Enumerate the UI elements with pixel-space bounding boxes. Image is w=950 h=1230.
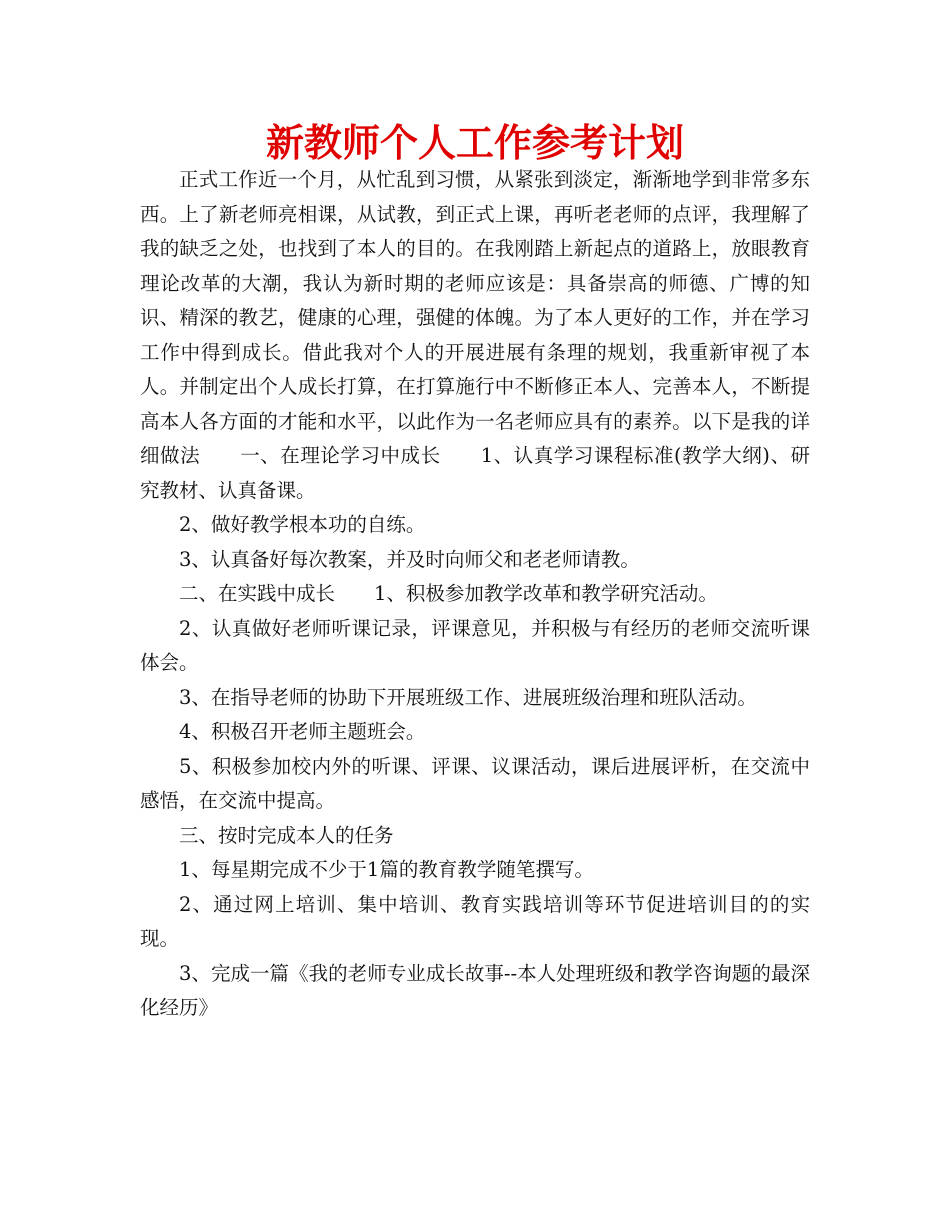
document-body [140, 163, 810, 1026]
paragraph-item: 5、积极参加校内外的听课、评课、议课活动，课后进展评析，在交流中感悟，在交流中提高。 [140, 754, 810, 812]
paragraph-section-heading: 二、在实践中成长 1、积极参加教学改革和教学研究活动。 [179, 582, 718, 605]
paragraph-item: 2、认真做好老师听课记录，评课意见，并积极与有经历的老师交流听课体会。 [140, 616, 810, 674]
paragraph-item: 2、做好教学根本功的自练。 [179, 513, 426, 536]
paragraph-intro: 正式工作近一个月，从忙乱到习惯，从紧张到淡定，渐渐地学到非常多东西。上了新老师亮相课，从试教，到正式上课，再听老老师的点评，我理解了我的缺乏之处，也找到了本人的目的。在我刚踏上新起点的道路上，放眼教育理论改革的大潮，我认为新时期的老师应该是：具备崇高的师德、广博的知识、精深的教艺，健康的心理，强健的体魄。为了本人更好的工作，并在学习工作中得到成长。借此我对个人的开展进展有条理的规划，我重新审视了本人。并制定出个人成长打算，在打算施行中不断修正本人、完善本人，不断提高本人各方面的才能和水平，以此作为一名老师应具有的素养。以下是我的详细做法 一、在理论学习中成长 1、认真学习课程标准(教学大纲)、研究教材、认真备课。 [140, 168, 810, 502]
paragraph-item: 3、完成一篇《我的老师专业成长故事--本人处理班级和教学咨询题的最深化经历》 [140, 961, 810, 1019]
document-title: 新教师个人工作参考计划 [265, 121, 684, 165]
paragraph-section-heading: 三、按时完成本人的任务 [179, 823, 394, 847]
paragraph-item: 2、通过网上培训、集中培训、教育实践培训等环节促进培训目的的实现。 [140, 892, 810, 950]
paragraph-item: 3、认真备好每次教案，并及时向师父和老老师请教。 [179, 547, 640, 571]
paragraph-item: 4、积极召开老师主题班会。 [179, 720, 426, 743]
paragraph-item: 1、每星期完成不少于1篇的教育教学随笔撰写。 [179, 858, 594, 881]
paragraph-item: 3、在指导老师的协助下开展班级工作、进展班级治理和班队活动。 [179, 685, 757, 709]
